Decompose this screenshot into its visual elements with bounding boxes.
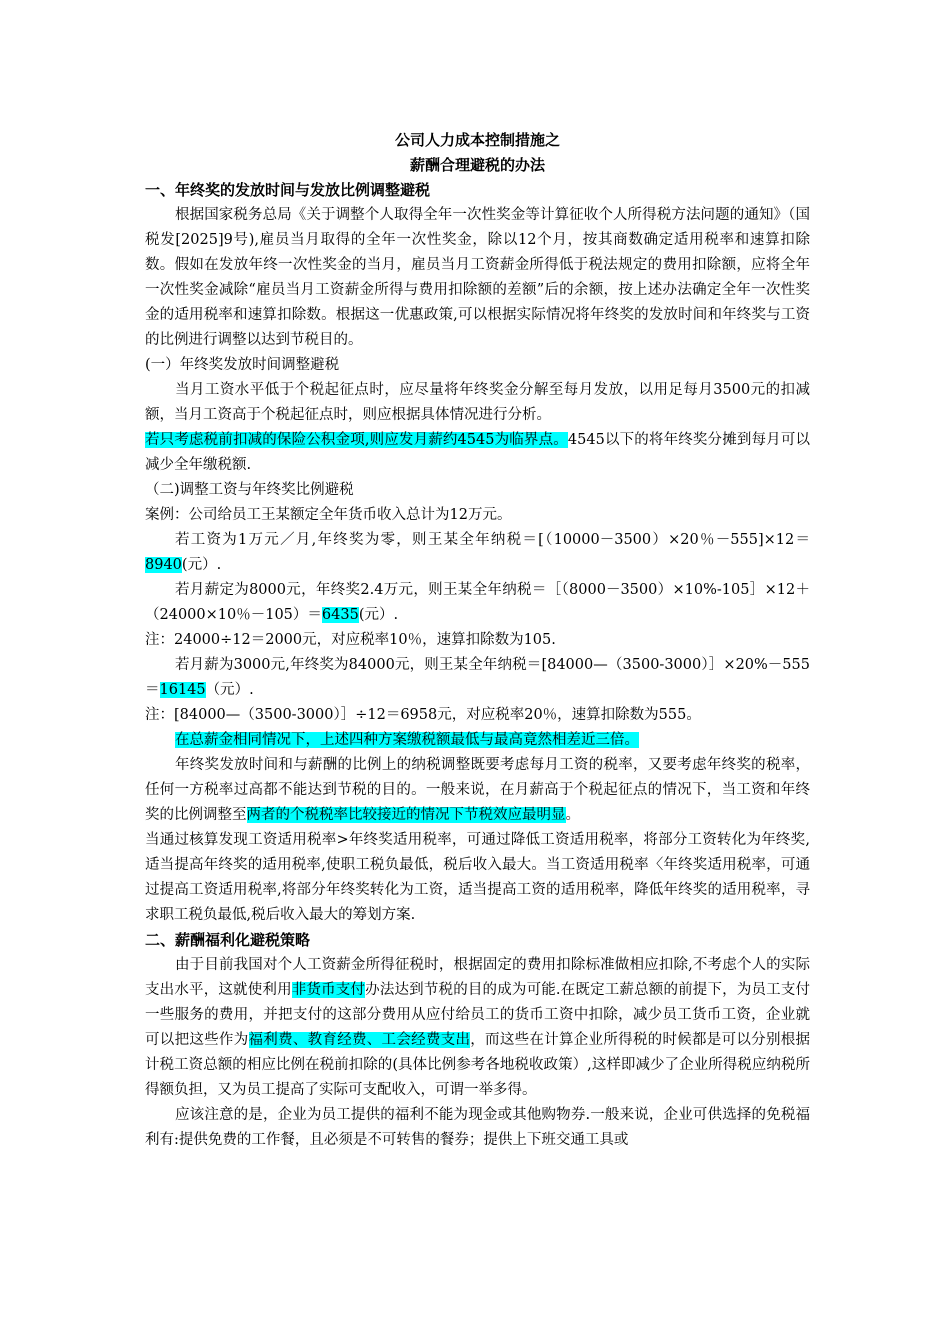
benefits-text-c: ，而这些在计算企业所得税的时候都是可以分别根据计税工资总额的相应比例在税前扣除的(具体比例参考各地税收政策）,这样即减少了企业所得税应纳税所得额负担，又为员工提高了实际可支配收入，可谓一举多得。 [145,1032,811,1098]
highlight-non-cash: 非货币支付 [291,982,366,998]
paragraph-policy: 根据国家税务总局《关于调整个人取得全年一次性奖金等计算征收个人所得税方法问题的通知》（国税发[2025]9号),雇员当月取得的全年一次性奖金，除以12个月，按其商数确定适用税率和速算扣除数。假如在发放年终一次性奖金的当月，雇员当月工资薪金所得低于税法规定的费用扣除额，应将全年一次性奖金减除“雇员当月工资薪金所得与费用扣除额的差额”后的余额，按上述办法确定全年一次性奖金的适用税率和速算扣除数。根据这一优惠政策,可以根据实际情况将年终奖的发放时间和年终奖与工资的比例进行调整以达到节税目的。 [145,207,810,348]
doc-title-line2: 薪酬合理避税的办法 [409,156,545,174]
paragraph-timing: 当月工资水平低于个税起征点时，应尽量将年终奖金分解至每月发放，以用足每月3500元的扣减额，当月工资高于个税起征点时，则应根据具体情况进行分析。 [145,382,810,423]
highlight-ratio: 两者的个税税率比较接近的情况下节税效应最明显 [246,807,566,823]
case2 [145,578,810,628]
ratio-end: 。 [565,807,580,823]
paragraph-ratio [145,753,810,828]
doc-title-line1: 公司人力成本控制措施之 [394,131,560,149]
case1-result: 8940 [145,557,182,573]
paragraph-rate-compare: 当通过核算发现工资适用税率>年终奖适用税率，可通过降低工资适用税率，将部分工资转化为年终奖,适当提高年终奖的适用税率,使职工税负最低，税后收入最大。当工资适用税率〈年终奖适用税率，可通过提高工资适用税率,将部分年终奖转化为工资，适当提高工资的适用税率，降低年终奖的适用税率，寻求职工税负最低,税后收入最大的筹划方案. [145,832,810,923]
summary-line [145,728,810,753]
case3 [145,653,810,703]
case3-unit: （元）. [205,682,254,698]
document-page [145,128,810,1153]
highlight-summary: 在总薪金相同情况下，上述四种方案缴税额最低与最高竟然相差近三倍。 [175,732,639,748]
threshold-rest: 4545以下的将年终奖分摊到每月可以减少全年缴税额. [145,432,810,473]
benefits-text-a: 由于目前我国对个人工资薪金所得征税时，根据固定的费用扣除标准做相应扣除,不考虑个人的实际支出水平，这就使利用 [145,957,810,998]
benefits-text-b: 办法达到节税的目的成为可能.在既定工薪总额的前提下，为员工支付一些服务的费用，并把支付的这部分费用从应付给员工的货币工资中扣除，减少员工货币工资，企业就可以把这些作为 [145,982,811,1048]
ratio-text: 年终奖发放时间和与薪酬的比例上的纳税调整既要考虑每月工资的税率，又要考虑年终奖的税率，任何一方税率过高都不能达到节税的目的。一般来说，在月薪高于个税起征点的情况下，当工资和年终奖的比例调整至 [145,757,810,823]
section2-heading: 二、薪酬福利化避税策略 [145,931,311,949]
subsection1-heading: (一）年终奖发放时间调整避税 [145,357,340,373]
highlight-threshold: 若只考虑税前扣减的保险公积金项,则应发月薪约4545为临界点。 [145,432,568,448]
note2: 注：[84000—（3500-3000）］÷12＝6958元，对应税率20％，速算扣除数为555。 [145,707,701,723]
case-intro: 案例：公司给员工王某额定全年货币收入总计为12万元。 [145,507,512,523]
case2-unit: (元）. [358,607,399,623]
case1 [145,528,810,578]
highlight-welfare: 福利费、教育经费、工会经费支出 [248,1032,471,1048]
section1-heading: 一、年终奖的发放时间与发放比例调整避税 [145,181,431,199]
paragraph-benefits [145,953,810,1103]
case3-text: 若月薪为3000元,年终奖为84000元，则王某全年纳税＝[84000—（3500-3000）］×20%－555＝ [145,657,810,698]
paragraph-threshold [145,428,810,478]
case1-unit: (元）. [181,557,222,573]
paragraph-tax-free: 应该注意的是，企业为员工提供的福利不能为现金或其他购物券.一般来说，企业可供选择的免税福利有:提供免费的工作餐，且必须是不可转售的餐券；提供上下班交通工具或 [145,1107,810,1148]
subsection2-heading: （二)调整工资与年终奖比例避税 [145,482,354,498]
case2-text: 若月薪定为8000元，年终奖2.4万元，则王某全年纳税＝［（8000－3500）×10%-105］×12＋（24000×10％－105）＝ [145,582,810,623]
case1-text: 若工资为1万元／月,年终奖为零，则王某全年纳税＝[（10000－3500）×20％－555]×12＝ [175,532,810,548]
case3-result: 16145 [159,682,206,698]
case2-result: 6435 [321,607,359,623]
note1: 注：24000÷12＝2000元，对应税率10％，速算扣除数为105. [145,632,556,648]
